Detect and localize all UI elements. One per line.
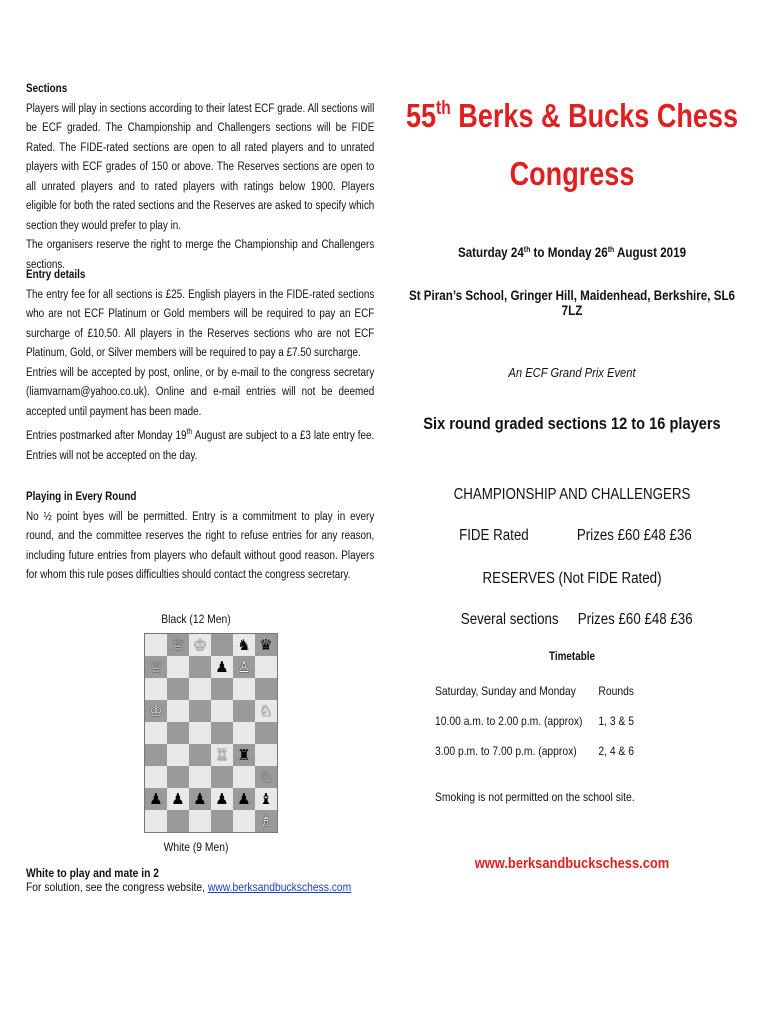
website-link[interactable]: www.berksandbuckschess.com [474,855,670,872]
chess-piece: ♞ [237,635,251,654]
chess-piece: ♜ [237,745,251,764]
board-square [233,656,255,678]
entry-heading: Entry details [26,269,86,281]
chess-piece: ♟ [193,789,207,808]
venue: St Piran’s School, Gringer Hill, Maidenhead, Berkshire, SL6 7LZ [408,288,736,318]
timetable-day-header: Saturday, Sunday and Monday [435,684,576,698]
timetable-row-2-time: 3.00 p.m. to 7.00 p.m. (approx) [435,744,577,758]
playing-paragraph: No ½ point byes will be permitted. Entry is a commitment to play in every round, and the committee reserves the right to refuse entries for any reason, including future entries from players who default without good reason. Players for whom this rule poses difficulties should contact the congress secretary. [26,510,375,581]
board-square [167,700,189,722]
puzzle-task: White to play and mate in 2 [26,866,160,880]
chess-piece: ♘ [259,767,273,786]
chess-piece: ♘ [259,701,273,720]
chess-piece: ♟ [149,789,163,808]
board-square [167,678,189,700]
board-square [211,788,233,810]
chess-piece: ♖ [215,745,229,764]
black-caption: Black (12 Men) [161,612,231,626]
board-square [255,766,277,788]
chess-piece: ♔ [193,635,207,654]
board-square [167,722,189,744]
board-square [233,678,255,700]
board-square [211,744,233,766]
title-sup: th [436,98,451,119]
board-square [211,634,233,656]
prizes-champ: Prizes £60 £48 £36 [576,527,692,544]
timetable-row-1-rounds: 1, 3 & 5 [598,714,634,728]
solution-link[interactable]: www.berksandbuckschess.com [207,880,352,894]
late-entry-text-a: Entries postmarked after Monday 19 [26,430,187,442]
sections-heading: Sections [26,83,68,95]
board-square [211,678,233,700]
board-square [211,656,233,678]
board-square [255,788,277,810]
board-square [233,744,255,766]
date-a: Saturday 24 [457,245,524,260]
board-square [189,634,211,656]
title-text: Berks & Bucks Chess [450,97,739,134]
board-square [233,722,255,744]
board-square [189,810,211,832]
board-square [145,656,167,678]
board-square [189,744,211,766]
board-square [145,700,167,722]
sections-merge-note: The organisers reserve the right to merge the Championship and Challengers sections. [26,239,375,271]
puzzle-footer [26,866,370,894]
puzzle-solution [26,880,370,894]
entry-block [26,266,374,466]
date-sup2: th [607,245,615,254]
board-square [167,634,189,656]
playing-block [26,488,374,586]
chess-board [144,633,278,833]
board-square [145,766,167,788]
prizes-reserves: Prizes £60 £48 £36 [577,611,693,628]
chess-piece: ♔ [149,701,163,720]
chess-piece: ♝ [259,789,273,808]
reserves-heading: RESERVES (Not FIDE Rated) [482,570,662,587]
board-square [255,744,277,766]
chess-piece: ♗ [259,811,273,830]
board-square [167,766,189,788]
board-square [233,788,255,810]
board-square [145,722,167,744]
championship-heading: CHAMPIONSHIP AND CHALLENGERS [453,486,691,503]
board-square [189,766,211,788]
timetable-heading: Timetable [548,651,595,663]
chess-piece: ♕ [171,635,185,654]
title-number: 55 [405,97,437,134]
board-square [167,788,189,810]
board-square [189,656,211,678]
chess-piece: ♟ [215,789,229,808]
board-square [255,700,277,722]
solution-prefix: For solution, see the congress website, [26,880,208,894]
timetable-row-1-time: 10.00 a.m. to 2.00 p.m. (approx) [435,714,583,728]
board-square [145,744,167,766]
board-square [189,700,211,722]
timetable-rounds-header: Rounds [598,684,634,698]
board-square [189,678,211,700]
board-square [255,678,277,700]
chess-piece: ♙ [237,657,251,676]
board-square [211,810,233,832]
six-round-heading: Six round graded sections 12 to 16 players [423,414,721,433]
grand-prix: An ECF Grand Prix Event [508,365,636,380]
playing-heading: Playing in Every Round [26,491,137,503]
late-entry-text-b: August are subject to a £3 late entry fee. Entries will not be accepted on the day. [26,430,375,462]
board-square [189,722,211,744]
board-square [167,810,189,832]
board-square [255,656,277,678]
board-square [233,634,255,656]
board-square [233,810,255,832]
board-square [255,810,277,832]
date-sup1: th [523,245,531,254]
fide-rated-label: FIDE Rated [459,527,529,544]
entry-method-paragraph: Entries will be accepted by post, online, or by e-mail to the congress secretary (liamvarnam@yahoo.co.uk). Online and e-mail entries will not be deemed accepted until payment has been made. [26,366,375,418]
chess-piece: ♟ [171,789,185,808]
timetable-row-2-rounds: 2, 4 & 6 [598,744,634,758]
chess-piece: ♛ [259,635,273,654]
board-square [167,744,189,766]
board-square [233,766,255,788]
several-sections-label: Several sections [460,611,559,628]
sections-block [26,80,374,275]
board-square [189,788,211,810]
chess-piece: ♟ [237,789,251,808]
white-caption: White (9 Men) [163,840,229,854]
board-square [145,634,167,656]
board-square [145,678,167,700]
right-column [392,80,752,203]
entry-fee-paragraph: The entry fee for all sections is £25. English players in the FIDE-rated sections who are not ECF Platinum or Gold members will be required to pay an ECF surcharge of £10.50. All players in the Reserves sections who are not ECF Platinum, Gold, or Silver members will be required to pay a £7.50 surcharge. [26,288,375,359]
board-square [167,656,189,678]
date-line [417,245,727,260]
congress-title [392,80,753,203]
board-square [145,788,167,810]
date-b: to Monday 26 [530,245,608,260]
board-square [211,700,233,722]
title-line2: Congress [509,155,635,192]
chess-piece: ♟ [215,657,229,676]
date-c: August 2019 [614,245,687,260]
late-entry-paragraph [26,422,374,466]
board-square [255,722,277,744]
board-square [211,766,233,788]
board-square [211,722,233,744]
board-square [255,634,277,656]
smoking-note: Smoking is not permitted on the school site. [435,790,635,804]
late-entry-sup: th [186,427,193,436]
chess-piece: ♕ [149,657,163,676]
board-square [233,700,255,722]
sections-paragraph: Players will play in sections according to their latest ECF grade. All sections will be ECF graded. The Championship and Challengers sections will be FIDE Rated. The FIDE-rated sections are open to all rated players and to unrated players with ECF grades of 150 or above. The Reserves sections are open to all unrated players and to rated players with ratings below 1900. Players eligible for both the rated sections and the Reserves are asked to specify which section they would prefer to play in. [26,102,375,232]
board-square [145,810,167,832]
